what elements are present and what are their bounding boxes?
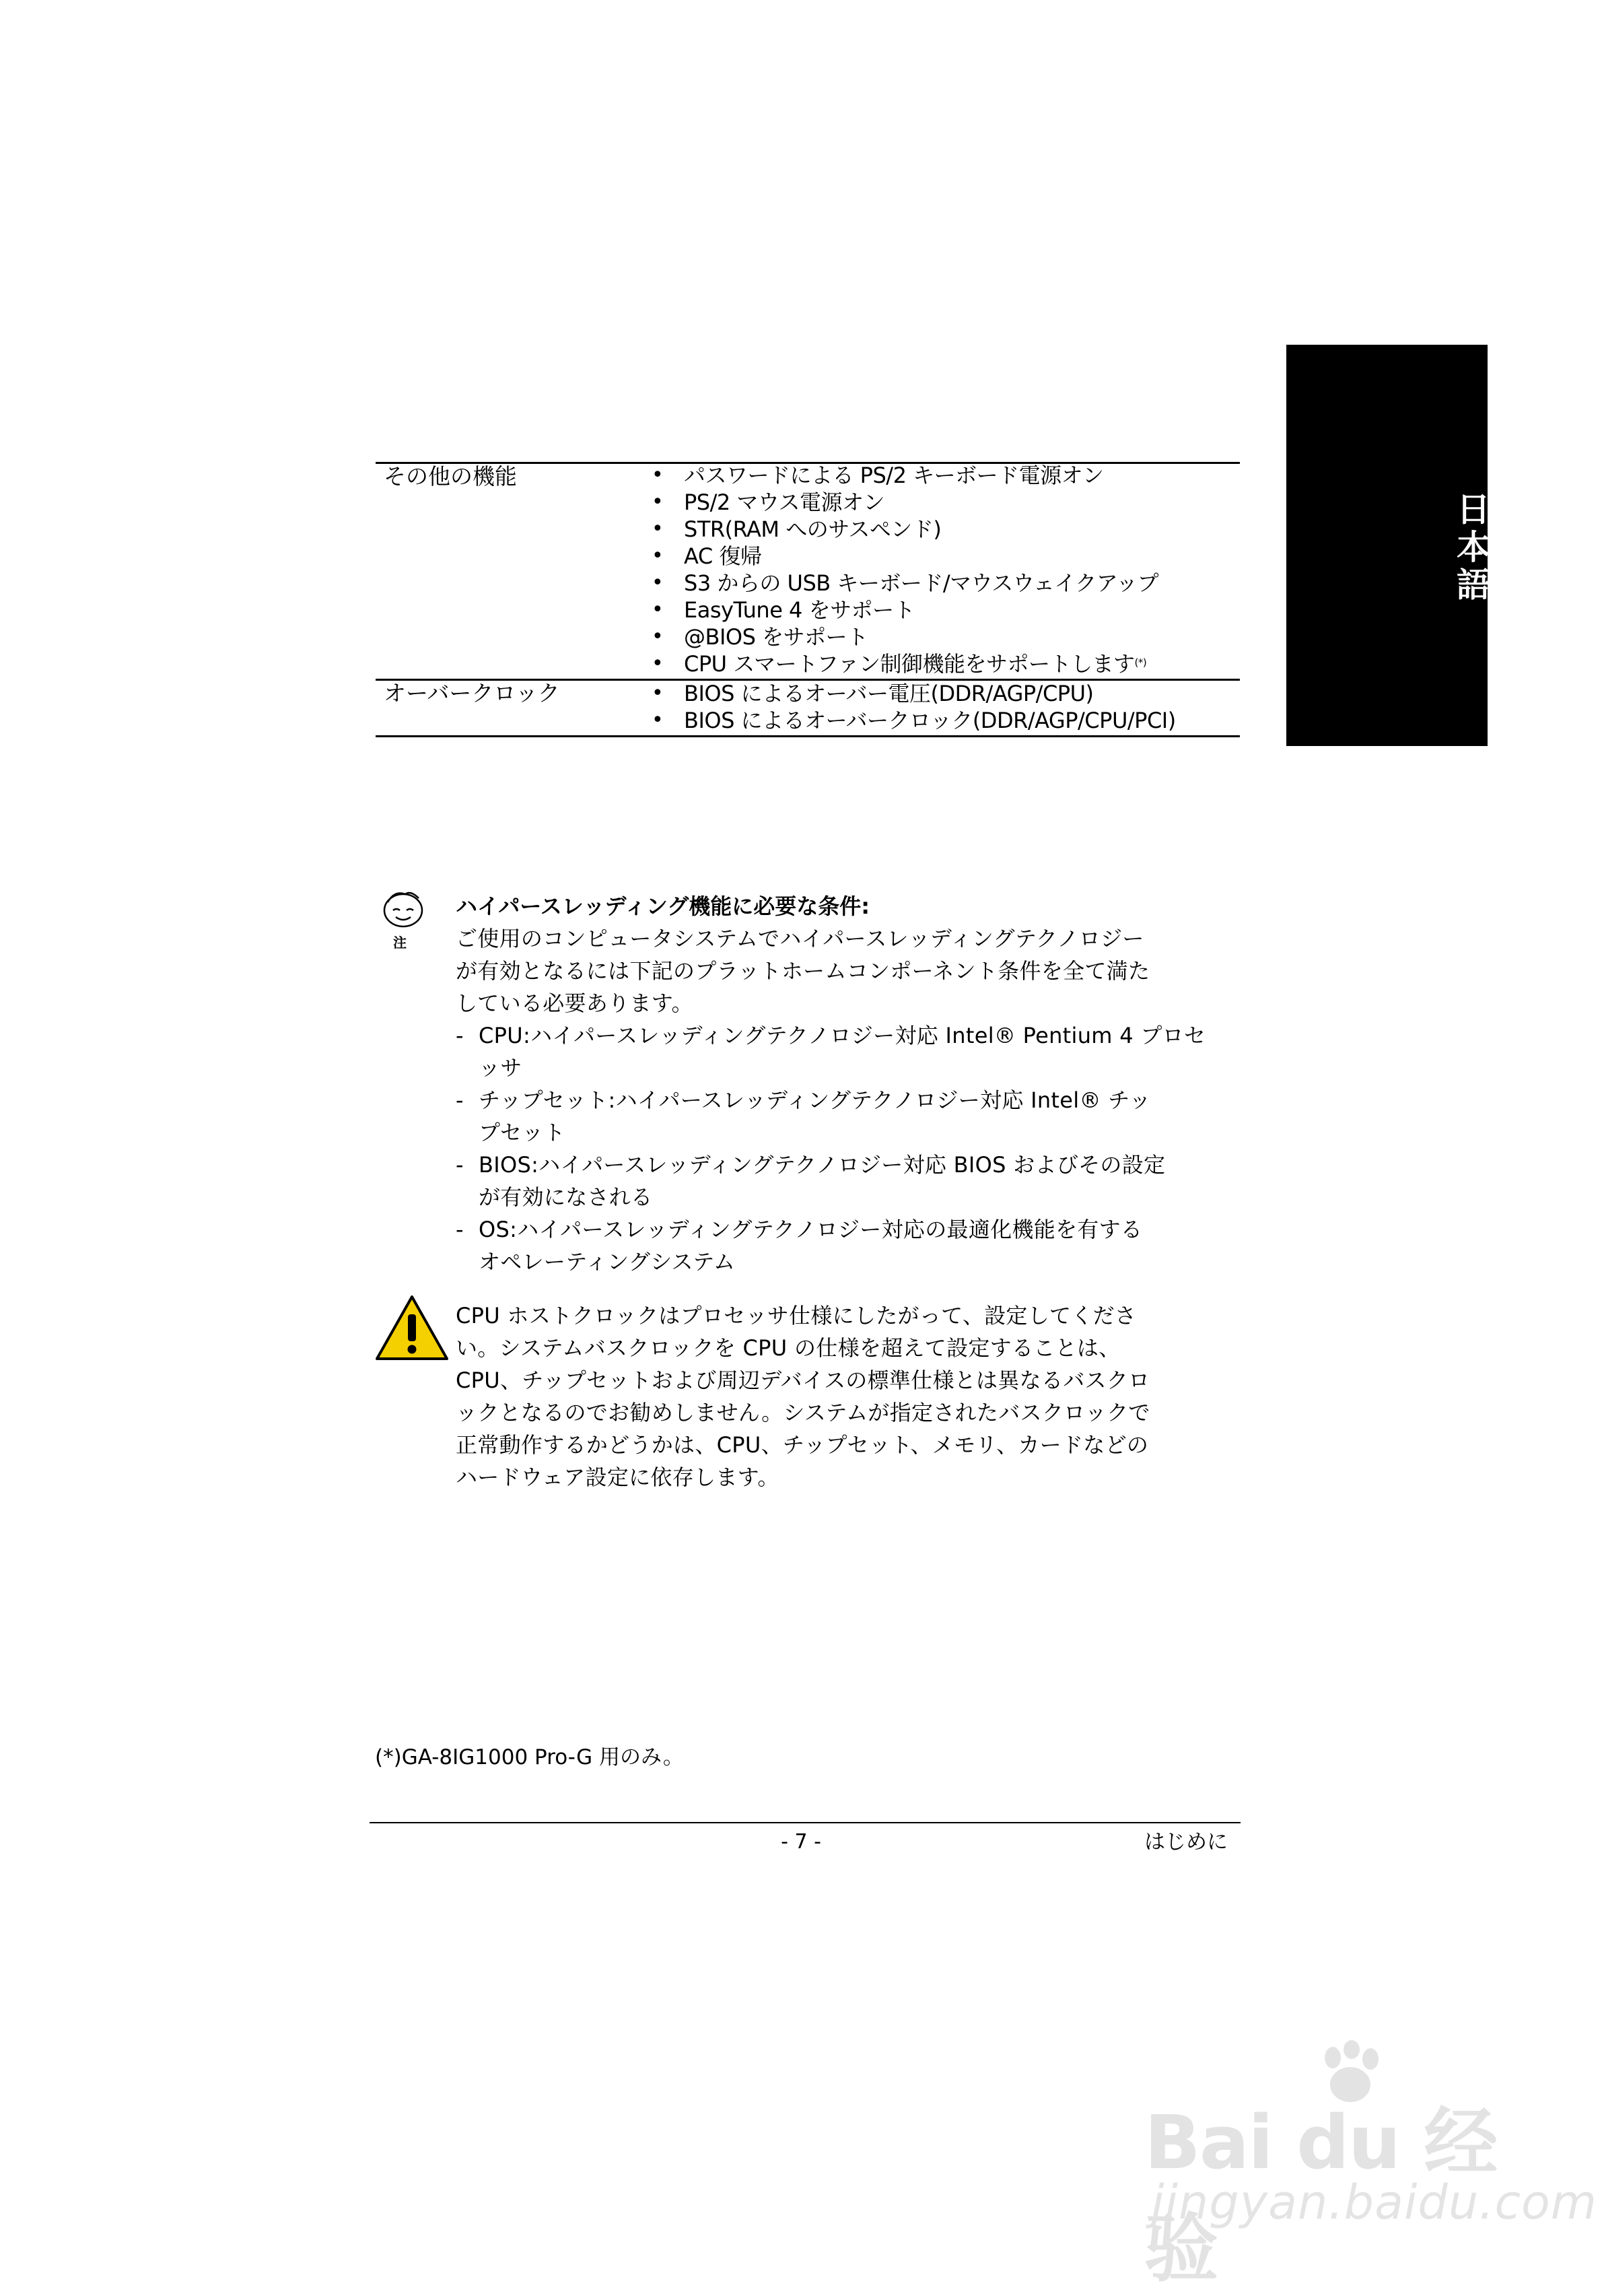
footnote: (*)GA-8IG1000 Pro-G 用のみ。 [375,1745,684,1769]
list-item: • PS/2 マウス電源オン [652,489,884,515]
requirement-item: - OS:ハイパースレッディングテクノロジー対応の最適化機能を有する オペレーティングシステム [456,1217,1143,1275]
spec-row-label-overclock: オーバークロック [384,680,560,706]
list-item: • BIOS によるオーバー電圧(DDR/AGP/CPU) [652,681,1094,706]
bullet-icon: • [652,681,664,705]
warning-icon [374,1294,450,1361]
note-intro-line: が有効となるには下記のプラットホームコンポーネント条件を全て満た [456,958,1150,984]
table-rule-bottom [376,735,1240,737]
bullet-icon: • [652,490,664,514]
warning-block [456,1299,1241,1493]
bullet-icon: • [652,463,664,487]
list-item: • @BIOS をサポート [652,624,868,650]
bullet-icon: • [652,571,664,595]
note-heading: ハイパースレッディング機能に必要な条件: [456,893,870,919]
spec-row-label-other: その他の機能 [384,463,517,489]
list-item: • BIOS によるオーバークロック(DDR/AGP/CPU/PCI) [652,708,1176,733]
footer-rule [370,1822,1241,1823]
requirement-item: - BIOS:ハイパースレッディングテクノロジー対応 BIOS およびその設定 が有効になされる [456,1152,1166,1210]
note-face-icon [381,887,425,929]
note-icon [381,887,425,951]
list-item: • STR(RAM へのサスペンド) [652,516,942,542]
requirement-item: - チップセット:ハイパースレッディングテクノロジー対応 Intel® チッ プセット [456,1087,1151,1145]
bullet-icon: • [652,598,664,621]
warning-line: い。システムバスクロックを CPU の仕様を超えて設定することは、 [456,1335,1121,1361]
warning-line: CPU ホストクロックはプロセッサ仕様にしたがって、設定してくださ [456,1303,1137,1328]
watermark [1144,2040,1597,2292]
warning-line: CPU、チップセットおよび周辺デバイスの標準仕様とは異なるバスクロ [456,1368,1150,1393]
requirement-item: - CPU:ハイパースレッディングテクノロジー対応 Intel® Pentium 4 プロセ ッサ [456,1023,1206,1081]
language-tab [1286,345,1488,746]
bullet-icon: • [652,708,664,732]
footer-section-name: はじめに [1144,1830,1228,1854]
note-intro-line: ご使用のコンピュータシステムでハイパースレッディングテクノロジー [456,926,1144,951]
page-number: - 7 - [781,1830,821,1854]
list-item: • EasyTune 4 をサポート [652,597,915,623]
warning-triangle-icon [374,1294,450,1361]
spec-row-items-overclock [648,680,1176,734]
note-icon-label: 注 [393,935,407,951]
warning-line: ハードウェア設定に依存します。 [456,1464,779,1490]
list-item: • CPU スマートファン制御機能をサポートします(*) [652,651,1147,677]
footnote-marker: (*) [1134,656,1147,669]
watermark-brand: Bai du 经验 [1144,2099,1497,2292]
bullet-icon: • [652,517,664,541]
bullet-icon: • [652,652,664,675]
warning-line: 正常動作するかどうかは、CPU、チップセット、メモリ、カードなどの [456,1432,1149,1458]
bullet-icon: • [652,625,664,648]
spec-row-items-other [648,462,1158,677]
list-item: • S3 からの USB キーボード/マウスウェイクアップ [652,570,1159,596]
note-intro-line: している必要あります。 [456,990,693,1016]
warning-line: ックとなるのでお勧めしません。システムが指定されたバスクロックで [456,1400,1150,1425]
bullet-icon: • [652,544,664,568]
note-block [456,890,1241,1278]
list-item: • AC 復帰 [652,543,762,569]
language-tab-label: 日本語 [1451,492,1490,605]
list-item: • パスワードによる PS/2 キーボード電源オン [652,463,1104,488]
watermark-url: jingyan.baidu.com [1151,2175,1597,2230]
